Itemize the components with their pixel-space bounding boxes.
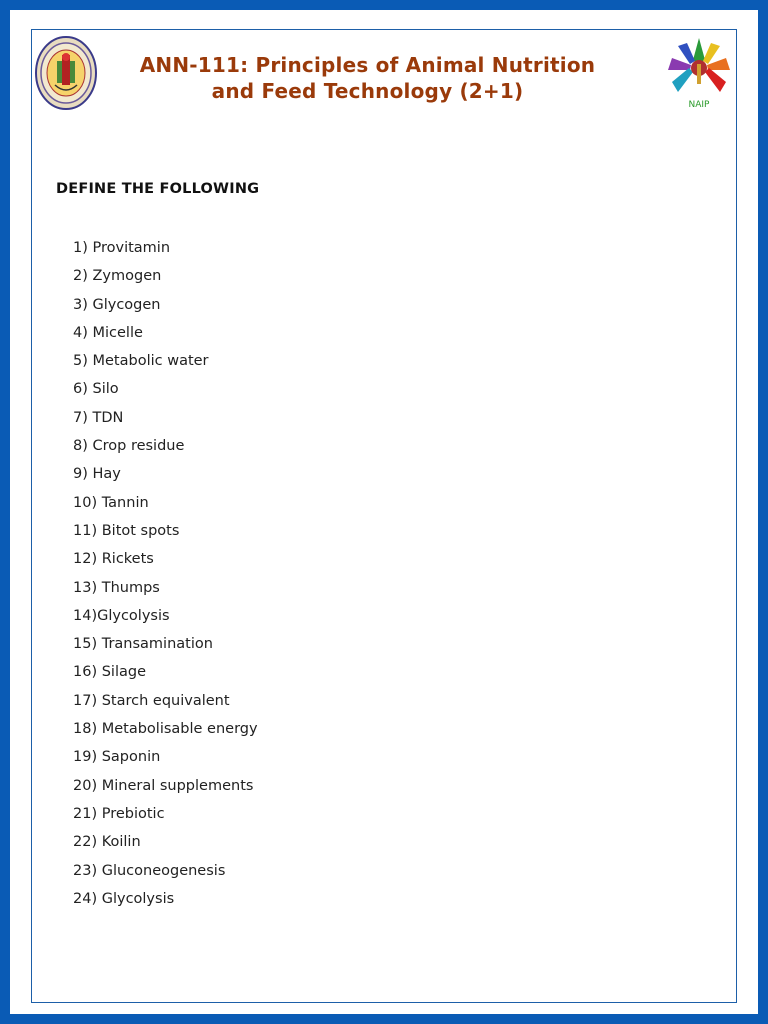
naip-star-icon bbox=[664, 34, 734, 100]
list-item: 14)Glycolysis bbox=[73, 607, 170, 624]
list-item: 5) Metabolic water bbox=[73, 353, 209, 370]
list-item: 23) Gluconeogenesis bbox=[73, 862, 226, 879]
list-item: 21) Prebiotic bbox=[73, 805, 165, 822]
list-item: 19) Saponin bbox=[73, 749, 161, 766]
title-line-2: and Feed Technology (2+1) bbox=[211, 79, 524, 103]
list-item: 8) Crop residue bbox=[73, 438, 185, 455]
list-item: 2) Zymogen bbox=[73, 268, 162, 285]
naip-label: NAIP bbox=[688, 100, 710, 110]
document-title bbox=[10, 52, 758, 104]
list-item: 22) Koilin bbox=[73, 834, 141, 851]
list-item: 24) Glycolysis bbox=[73, 890, 175, 907]
title-line-1: ANN-111: Principles of Animal Nutrition bbox=[139, 53, 596, 77]
list-item: 18) Metabolisable energy bbox=[73, 721, 258, 738]
list-item: 1) Provitamin bbox=[73, 240, 171, 256]
list-item: 11) Bitot spots bbox=[73, 522, 180, 539]
list-item: 3) Glycogen bbox=[73, 296, 161, 313]
list-item: 13) Thumps bbox=[73, 579, 160, 596]
list-item: 20) Mineral supplements bbox=[73, 777, 254, 794]
list-item: 16) Silage bbox=[73, 664, 146, 681]
list-item: 12) Rickets bbox=[73, 551, 154, 568]
list-item: 15) Transamination bbox=[73, 636, 213, 653]
list-item: 9) Hay bbox=[73, 466, 121, 483]
list-item: 6) Silo bbox=[73, 381, 119, 398]
list-item: 4) Micelle bbox=[73, 324, 143, 341]
naip-logo bbox=[664, 34, 734, 114]
section-heading: DEFINE THE FOLLOWING bbox=[56, 181, 260, 197]
definition-list bbox=[73, 236, 258, 915]
list-item: 7) TDN bbox=[73, 409, 124, 426]
list-item: 17) Starch equivalent bbox=[73, 692, 230, 709]
list-item: 10) Tannin bbox=[73, 494, 149, 511]
document-page bbox=[10, 10, 758, 1014]
